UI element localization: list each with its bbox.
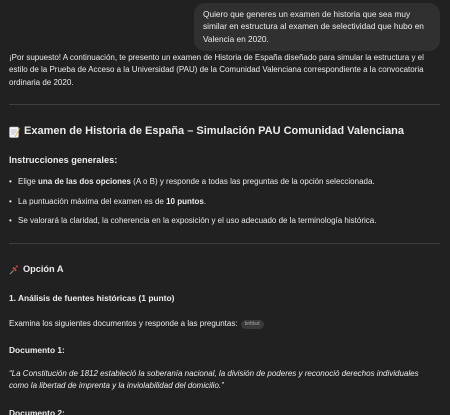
- memo-icon: [9, 126, 20, 138]
- instructions-heading-block: [9, 154, 440, 167]
- q1-title-block: [9, 292, 440, 304]
- q1-title: 1. Análisis de fuentes históricas (1 punto): [9, 293, 175, 303]
- instructions-heading: Instrucciones generales:: [9, 155, 118, 165]
- instructions-list-block: [9, 176, 440, 227]
- doc1-title-block: [9, 344, 440, 356]
- exam-title-text: Examen de Historia de España – Simulación PAU Comunidad Valenciana: [24, 125, 405, 137]
- assistant-intro: ¡Por supuesto! A continuación, te presento un examen de Historia de España diseñado para simular la estructura y el estilo de la Prueba de Acceso a la Universidad (PAU) de la Comunidad Valenciana correspondiente a la convocatoria ordinaria de 2020.: [9, 53, 424, 87]
- doc1-quote-block: [9, 368, 440, 393]
- instruction-text: Elige: [18, 177, 39, 186]
- doc2-title: Documento 2:: [9, 408, 65, 415]
- exam-title: [9, 124, 440, 140]
- instruction-item: [9, 196, 440, 208]
- doc1-title: Documento 1:: [9, 345, 65, 355]
- user-message-text: Quiero que generes un examen de historia que sea muy similar en estructura al examen de selectividad que hubo en Valencia en 2020.: [203, 9, 424, 44]
- q1-badge[interactable]: bnfdsd: [241, 320, 264, 329]
- instruction-text: (A o B) y responde a todas las preguntas de la opción seleccionada.: [130, 177, 375, 186]
- instructions-list: [9, 176, 440, 227]
- assistant-intro-block: [9, 52, 440, 89]
- divider-2: [9, 243, 440, 244]
- instruction-text: .: [203, 196, 207, 206]
- user-message-bubble: [194, 3, 440, 51]
- divider-1: [9, 104, 440, 105]
- instruction-bold: una de las dos opciones: [38, 177, 131, 186]
- option-a-heading: [9, 263, 440, 276]
- instruction-text: Se valorará la claridad, la coherencia en la exposición y el uso adecuado de la terminología histórica.: [18, 216, 377, 226]
- exam-title-block: [9, 124, 440, 140]
- q1-text-block: [9, 318, 440, 330]
- instruction-item: [9, 215, 440, 227]
- instruction-item: [9, 176, 440, 188]
- option-a-title: Opción A: [23, 264, 64, 274]
- option-a-heading-block: [9, 263, 440, 276]
- q1-text: Examina los siguientes documentos y responde a las preguntas:: [9, 319, 238, 328]
- instruction-text: La puntuación máxima del examen es de: [18, 196, 167, 206]
- pushpin-icon: [9, 265, 19, 275]
- doc1-quote: “La Constitución de 1812 estableció la soberanía nacional, la división de poderes y reconoció derechos individuales como la libertad de imprenta y la inviolabilidad del domicilio.”: [9, 369, 419, 391]
- instruction-bold: 10 puntos: [166, 196, 204, 206]
- doc2-title-block: [9, 407, 440, 415]
